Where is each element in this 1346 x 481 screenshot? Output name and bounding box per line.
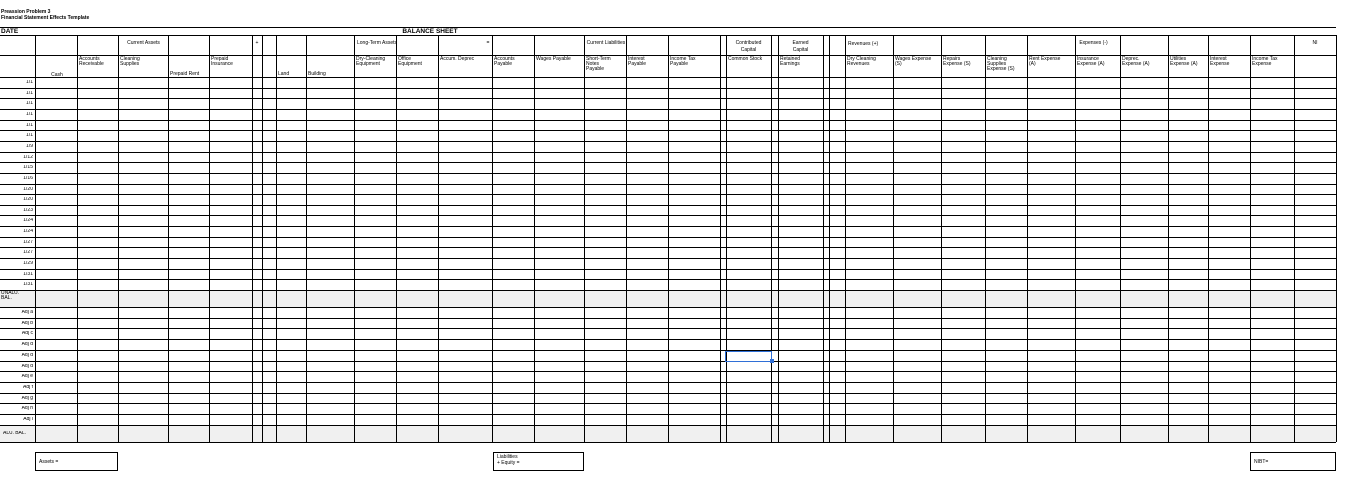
expenses-group: Expenses (-): [1079, 40, 1108, 46]
column-header: Prepaid Rent: [170, 71, 200, 77]
grid-vline: [77, 35, 78, 442]
column-header: Office Equipment: [398, 56, 422, 68]
grid-vline: [778, 35, 779, 442]
column-header: Income Tax Payable: [670, 56, 696, 68]
column-header: Interest Payable: [628, 56, 647, 68]
grid-vline: [438, 35, 439, 442]
selection-fill-handle[interactable]: [770, 359, 774, 363]
grid-vline: [1336, 35, 1337, 442]
grid-vline: [1208, 35, 1209, 442]
plus-sign: +: [255, 40, 259, 46]
grid-vline: [1120, 35, 1121, 442]
date-cell[interactable]: 1/1: [26, 80, 33, 85]
date-cell[interactable]: 1/31: [23, 282, 33, 287]
date-cell[interactable]: 1/24: [23, 229, 33, 234]
grid-vline: [1250, 35, 1251, 442]
date-cell[interactable]: 1/20: [23, 187, 33, 192]
adj-row-label[interactable]: Adj h: [21, 406, 33, 411]
grid-vline: [35, 35, 36, 442]
date-cell[interactable]: 1/31: [23, 272, 33, 277]
adj-row-label[interactable]: Adj b: [21, 321, 33, 326]
column-header: Dry Cleaning Revenues: [847, 56, 876, 68]
adj-row-label[interactable]: Adj g: [21, 396, 33, 401]
grid-vline: [534, 35, 535, 442]
column-header: Common Stock: [728, 56, 763, 62]
unadj-bal-label: UNADJ. BAL.: [1, 291, 20, 302]
column-header: Land: [278, 71, 290, 77]
column-header: Repairs Expense (S): [943, 56, 971, 68]
assets-total-box[interactable]: Assets =: [35, 452, 118, 471]
grid-hline: [0, 27, 1336, 28]
column-header: Cleaning Supplies: [120, 56, 140, 68]
column-header: Accounts Receivable: [79, 56, 104, 68]
ni-group: NI: [1312, 40, 1318, 46]
column-header: Dry-Cleaning Equipment: [356, 56, 386, 68]
equals-sign: =: [486, 40, 490, 46]
column-header: Wages Payable: [536, 56, 571, 62]
grid-vline: [396, 35, 397, 442]
long-term-assets-group: Long-Term Assets: [356, 40, 398, 46]
grid-vline: [771, 35, 772, 442]
contributed-capital-group: Contributed Capital: [735, 40, 762, 53]
date-cell[interactable]: 1/29: [23, 261, 33, 266]
current-liabilities-group: Current Liabilities: [586, 40, 626, 46]
grid-vline: [306, 35, 307, 442]
grid-vline: [118, 35, 119, 442]
column-header: Utilities Expense (A): [1170, 56, 1198, 68]
adj-row-label[interactable]: Adj i: [23, 417, 33, 422]
date-cell[interactable]: 1/23: [23, 208, 33, 213]
date-cell[interactable]: 1/24: [23, 218, 33, 223]
grid-vline: [1027, 35, 1028, 442]
grid-vline: [276, 35, 277, 442]
earned-capital-group: Earned Capital: [792, 40, 809, 53]
document-subtitle: Financial Statement Effects Template: [1, 15, 90, 21]
adj-row-label[interactable]: Adj c: [21, 331, 33, 336]
column-header: Insurance Expense (A): [1077, 56, 1105, 68]
grid-vline: [209, 35, 210, 442]
grid-vline: [584, 35, 585, 442]
current-assets-group: Current Assets: [127, 40, 160, 46]
date-cell[interactable]: 1/1: [26, 133, 33, 138]
grid-vline: [829, 35, 830, 442]
date-cell[interactable]: 1/12: [23, 155, 33, 160]
date-header: DATE: [1, 28, 19, 35]
adj-row-label[interactable]: Adj a: [21, 310, 33, 315]
grid-vline: [354, 35, 355, 442]
column-header: Income Tax Expense: [1252, 56, 1278, 68]
grid-vline: [823, 35, 824, 442]
adj-row-label[interactable]: Adj f: [22, 385, 33, 390]
column-header: Retained Earnings: [780, 56, 801, 68]
column-header: Accum. Deprec: [440, 56, 475, 62]
grid-vline: [668, 35, 669, 442]
adj-row-label[interactable]: Adj d: [21, 342, 33, 347]
nibt-total-box[interactable]: NIBT=: [1250, 452, 1336, 471]
column-header: Prepaid Insurance: [211, 56, 233, 68]
date-cell[interactable]: 1/27: [23, 240, 33, 245]
date-cell[interactable]: 1/16: [23, 176, 33, 181]
column-header: Cleaning Supplies Expense (S): [987, 56, 1015, 73]
column-header: Interest Expense: [1210, 56, 1230, 68]
grid-vline: [1294, 35, 1295, 442]
liabilities-equity-total-box[interactable]: Liabilities + Equity =: [493, 452, 584, 471]
column-header: Accounts Payable: [494, 56, 515, 68]
column-header: Cash: [51, 72, 63, 78]
balance-sheet-title: BALANCE SHEET: [402, 28, 458, 35]
grid-vline: [252, 35, 253, 442]
revenues-group: Revenues (+): [848, 41, 879, 47]
date-cell[interactable]: 1/1: [26, 123, 33, 128]
grid-vline: [726, 35, 727, 442]
date-cell[interactable]: 1/1: [26, 101, 33, 106]
adj-row-label[interactable]: Adj d: [21, 353, 33, 358]
column-header: Short-Term Notes Payable: [586, 56, 611, 73]
date-cell[interactable]: 1/9: [26, 144, 33, 149]
grid-vline: [492, 35, 493, 442]
grid-vline: [941, 35, 942, 442]
grid-vline: [262, 35, 263, 442]
selected-cell[interactable]: [725, 351, 772, 362]
column-header: Building: [308, 71, 326, 77]
date-cell[interactable]: 1/27: [23, 250, 33, 255]
document-title: Preassion Problem 3: [1, 9, 51, 15]
adj-bal-label: ADJ. BAL.: [3, 431, 27, 436]
date-cell[interactable]: 1/1: [26, 112, 33, 117]
grid-vline: [1168, 35, 1169, 442]
adj-row-label[interactable]: Adj d: [21, 364, 33, 369]
column-header: Rent Expense (A): [1029, 56, 1061, 68]
grid-vline: [845, 35, 846, 442]
grid-vline: [720, 35, 721, 442]
grid-vline: [1075, 35, 1076, 442]
date-cell[interactable]: 1/1: [26, 91, 33, 96]
grid-vline: [893, 35, 894, 442]
grid-vline: [626, 35, 627, 442]
date-cell[interactable]: 1/20: [23, 197, 33, 202]
column-header: Wages Expense (S): [895, 56, 932, 68]
column-header: Deprec. Expense (A): [1122, 56, 1150, 68]
grid-vline: [985, 35, 986, 442]
date-cell[interactable]: 1/15: [23, 165, 33, 170]
adj-row-label[interactable]: Adj e: [21, 374, 33, 379]
grid-hline: [0, 442, 1336, 443]
grid-vline: [168, 35, 169, 442]
